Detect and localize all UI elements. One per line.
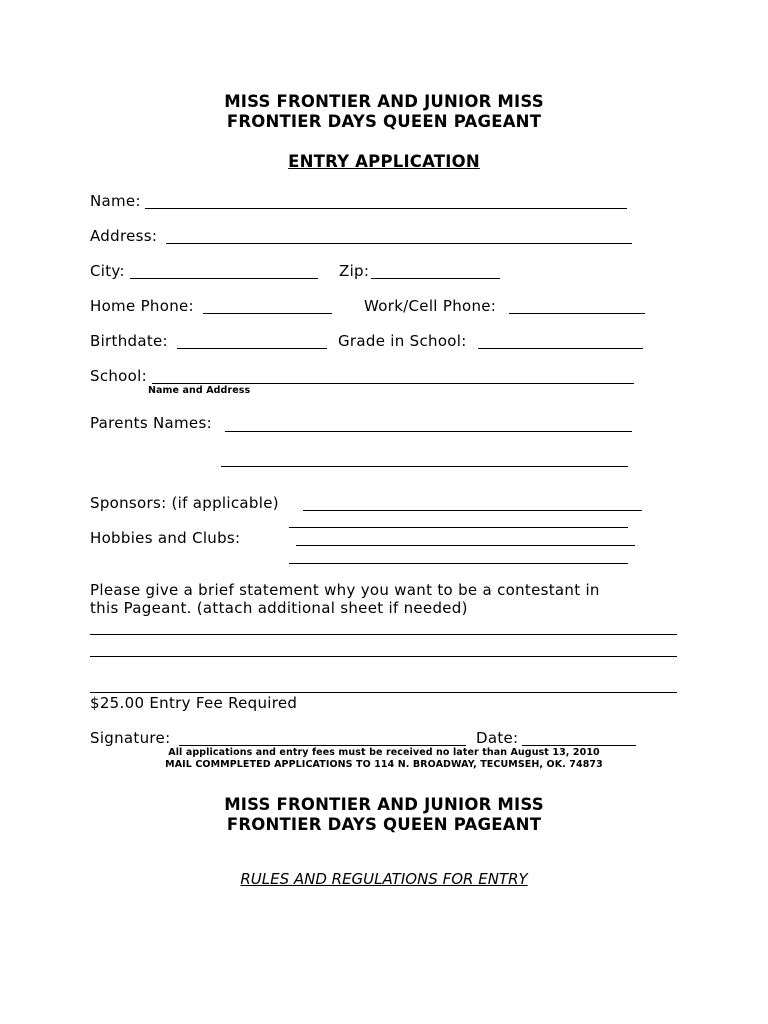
parents-field-2[interactable] (221, 466, 628, 467)
work-phone-field[interactable] (509, 313, 645, 314)
statement-prompt-line2: this Pageant. (attach additional sheet if needed) (90, 599, 468, 617)
grade-field[interactable] (478, 348, 643, 349)
sponsors-label: Sponsors: (if applicable) (90, 494, 279, 512)
statement-prompt-line1: Please give a brief statement why you want to be a contestant in (90, 581, 600, 599)
parents-label: Parents Names: (90, 414, 212, 432)
address-label: Address: (90, 227, 158, 245)
address-field[interactable] (166, 243, 632, 244)
hobbies-field-3[interactable] (289, 563, 628, 564)
date-label: Date: (476, 729, 519, 747)
hobbies-label: Hobbies and Clubs: (90, 529, 241, 547)
birthdate-field[interactable] (177, 348, 327, 349)
hobbies-field-2[interactable] (296, 545, 635, 546)
entry-application-heading (0, 152, 768, 171)
name-field[interactable] (145, 208, 627, 209)
rules-title-line1: MISS FRONTIER AND JUNIOR MISS (224, 795, 544, 814)
home-phone-label: Home Phone: (90, 297, 194, 315)
page-title-line2: FRONTIER DAYS QUEEN PAGEANT (226, 112, 542, 131)
city-label: City: (90, 262, 125, 280)
sponsors-field[interactable] (303, 510, 642, 511)
signature-field[interactable] (179, 745, 466, 746)
statement-field-1[interactable] (90, 634, 677, 635)
hobbies-field-1[interactable] (289, 527, 628, 528)
name-label: Name: (90, 192, 141, 210)
statement-field-3[interactable] (90, 692, 677, 693)
school-field[interactable] (152, 383, 634, 384)
entry-application-heading-text: ENTRY APPLICATION (288, 152, 480, 171)
parents-field-1[interactable] (225, 431, 632, 432)
rules-heading (0, 870, 768, 888)
zip-label: Zip: (339, 262, 370, 280)
school-label: School: (90, 367, 147, 385)
page-title-line1: MISS FRONTIER AND JUNIOR MISS (224, 92, 544, 111)
rules-title-line2: FRONTIER DAYS QUEEN PAGEANT (226, 815, 542, 834)
signature-label: Signature: (90, 729, 171, 747)
birthdate-label: Birthdate: (90, 332, 168, 350)
grade-label: Grade in School: (338, 332, 467, 350)
date-field[interactable] (522, 745, 636, 746)
rules-heading-text: RULES AND REGULATIONS FOR ENTRY (240, 870, 528, 888)
statement-field-2[interactable] (90, 656, 677, 657)
mail-note: MAIL COMMPLETED APPLICATIONS TO 114 N. BROADWAY, TECUMSEH, OK. 74873 (165, 759, 603, 770)
city-field[interactable] (130, 278, 318, 279)
home-phone-field[interactable] (203, 313, 332, 314)
entry-fee-text: $25.00 Entry Fee Required (90, 694, 298, 712)
zip-field[interactable] (371, 278, 500, 279)
work-phone-label: Work/Cell Phone: (364, 297, 497, 315)
school-hint: Name and Address (148, 385, 251, 396)
deadline-note: All applications and entry fees must be received no later than August 13, 2010 (168, 747, 600, 758)
